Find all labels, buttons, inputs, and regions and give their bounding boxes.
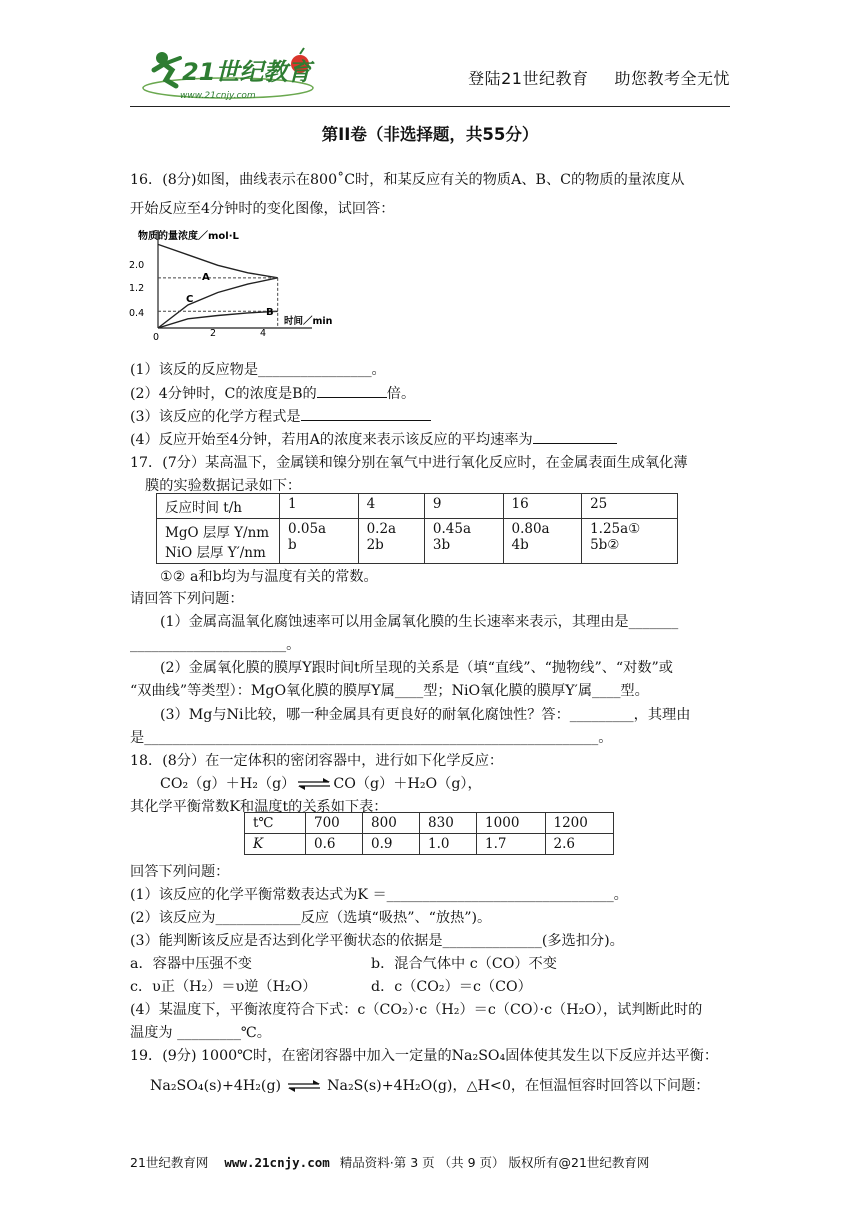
table-cell: 700 [306,813,363,834]
q16-sub2-end: 倍。 [386,386,416,402]
graph-origin: 0 [153,332,160,343]
graph-ylabel: 物质的量浓度／mol·L [138,231,239,242]
q18-eq-left: CO₂（g）＋H₂（g） [160,776,296,792]
q17-ask: 请回答下列问题： [130,591,244,607]
q16-sub4-text: (4）反应开始至4分钟，若用A的浓度来表示该反应的平均速率为 [130,432,533,448]
q17-note: ①② a和b均为与温度有关的常数。 [160,569,378,585]
curve-a [158,244,278,277]
table-row [157,519,678,564]
q16-sub2-blank[interactable] [317,383,387,398]
table-cell [503,519,582,564]
cell-line: 3b [432,537,451,553]
table-cell [280,519,359,564]
q17-table [156,493,678,564]
xtick-2: 2 [210,328,217,339]
table-cell: 0.6 [306,834,363,855]
q17-line1: 17．(7分）某高温下，金属镁和镍分别在氧气中进行氧化反应时，在金属表面生成氧化薄 [130,455,688,471]
cell-line: 0.2a [366,521,397,537]
table-cell: 830 [420,813,477,834]
curve-label-c: C [186,294,194,305]
cell-line: b [288,537,297,553]
curve-c [158,278,278,328]
q18-s4b: 温度为 _________℃。 [130,1025,271,1041]
q16-sub4-blank[interactable] [533,429,617,444]
q18-option-d: d．c（CO₂）＝c（CO） [371,979,532,995]
table-cell: K [245,834,306,855]
graph-xlabel: 时间／min [284,316,333,327]
q18-s2: (2）该反应为____________反应（选填“吸热”、“放热”)。 [130,910,492,926]
q17-line2: 膜的实验数据记录如下： [145,478,302,494]
cell-line: 0.45a [432,521,472,537]
cell-line: 1.25a① [590,521,641,537]
header-rule [130,106,730,107]
cell-line: NiO 层厚 Y′/nm [165,545,266,561]
table-cell: 800 [363,813,420,834]
xtick-4: 4 [260,328,267,339]
q16-sub3-text: (3）该反应的化学方程式是 [130,409,301,425]
table-cell: 反应时间 t/h [157,494,280,519]
q18-s1: (1）该反应的化学平衡常数表达式为K ＝________________________________。 [130,887,628,903]
table-cell: 1.0 [420,834,477,855]
q16-sub4 [130,429,617,450]
q16-sub2 [130,383,415,404]
q18-ask: 回答下列问题： [130,864,230,880]
logo-url: www.21cnjy.com [180,91,256,101]
table-cell: 1200 [545,813,614,834]
q16-line1: 16．(8分)如图，曲线表示在800˚C时，和某反应有关的物质A、B、C的物质的量浓度从 [130,172,685,188]
table-cell: 1 [280,494,359,519]
q19-eq-left: Na₂SO₄(s)+4H₂(g) [150,1078,282,1094]
table-cell [157,519,280,564]
q18-table [244,812,614,855]
ytick-1-2: 1.2 [129,283,145,294]
table-cell [358,519,424,564]
footer-site: 21世纪教育网 [130,1155,209,1170]
footer-url[interactable]: www.21cnjy.com [224,1155,330,1170]
curve-label-a: A [202,272,210,283]
q17-p2b: “双曲线”等类型）：MgO氧化膜的膜厚Y属____型；NiO氧化膜的膜厚Y′属____型。 [130,683,649,699]
q17-p3b: 是________________________________________________________________。 [130,730,613,746]
table-cell: 9 [424,494,503,519]
logo-text: 21世纪教育 [182,58,312,86]
table-cell: 25 [582,494,678,519]
q16-sub2-text: (2）4分钟时，C的浓度是B的 [130,386,317,402]
q19-equation [150,1076,709,1096]
q18-option-c: c．υ正（H₂）＝υ逆（H₂O） [130,979,317,995]
table-cell: 2.6 [545,834,614,855]
table-cell: 1000 [477,813,545,834]
table-row [157,494,678,519]
section-title: 第II卷（非选择题，共55分） [321,125,539,144]
q18-eq-right: CO（g）＋H₂O（g）， [333,776,482,792]
q17-p2a: (2）金属氧化膜的膜厚Y跟时间t所呈现的关系是（填“直线”、“抛物线”、“对数”或 [160,660,673,676]
equilibrium-arrow-icon [297,778,331,790]
q18-s3: (3）能判断该反应是否达到化学平衡状态的依据是______________(多选扣分)。 [130,933,624,949]
site-logo[interactable] [140,40,315,104]
q18-equation [160,774,482,794]
cell-line: MgO 层厚 Y/nm [165,525,270,541]
q18-option-b: b．混合气体中 c（CO）不变 [371,956,557,972]
table-cell: 0.9 [363,834,420,855]
slogan-help: 助您教考全无忧 [614,69,730,88]
logo-graphic [140,40,315,104]
q17-p1b: ______________________。 [130,637,301,653]
q19-line1: 19．(9分) 1000℃时，在密闭容器中加入一定量的Na₂SO₄固体使其发生以下反应并达平衡： [130,1048,719,1064]
ytick-0-4: 0.4 [129,308,145,319]
q16-sub1: (1）该反的反应物是________________。 [130,362,386,378]
q18-s4a: (4）某温度下，平衡浓度符合下式：c（CO₂）·c（H₂）＝c（CO）·c（H₂O），试判断此时的 [130,1002,703,1018]
q16-line2: 开始反应至4分钟时的变化图像，试回答： [130,201,395,217]
curve-label-b: B [266,307,274,318]
cell-line: 0.05a [288,521,327,537]
ytick-2-0: 2.0 [129,260,145,271]
q16-graph [126,226,356,344]
table-row [245,813,614,834]
table-cell [582,519,678,564]
page-footer [130,1153,649,1171]
table-cell [424,519,503,564]
cell-line: 2b [366,537,384,553]
q18-option-a: a．容器中压强不变 [130,956,252,972]
cell-line: 4b [511,537,529,553]
cell-line: 0.80a [511,521,550,537]
q17-p3a: (3）Mg与Ni比较，哪一种金属具有更良好的耐氧化腐蚀性？答：_________，其理由 [160,707,691,723]
table-row [245,834,614,855]
q18-line1: 18．(8分）在一定体积的密闭容器中，进行如下化学反应： [130,753,504,769]
q19-eq-right: Na₂S(s)+4H₂O(g)，△H<0，在恒温恒容时回答以下问题： [327,1078,710,1094]
table-cell: 16 [503,494,582,519]
q18-line3: 其化学平衡常数K和温度t的关系如下表： [130,799,388,815]
header-slogan [468,66,730,89]
q17-p1a: (1）金属高温氧化腐蚀速率可以用金属氧化膜的生长速率来表示，其理由是_______ [160,614,679,630]
table-cell: 1.7 [477,834,545,855]
q16-sub3-blank[interactable] [301,406,431,421]
table-cell: t℃ [245,813,306,834]
slogan-login: 登陆21世纪教育 [468,69,589,88]
equilibrium-arrow-icon [283,1080,325,1092]
table-cell: 4 [358,494,424,519]
q16-sub3 [130,406,431,427]
footer-info: 精品资料·第 3 页 （共 9 页） 版权所有@21世纪教育网 [339,1155,650,1170]
cell-line: 5b② [590,537,620,553]
